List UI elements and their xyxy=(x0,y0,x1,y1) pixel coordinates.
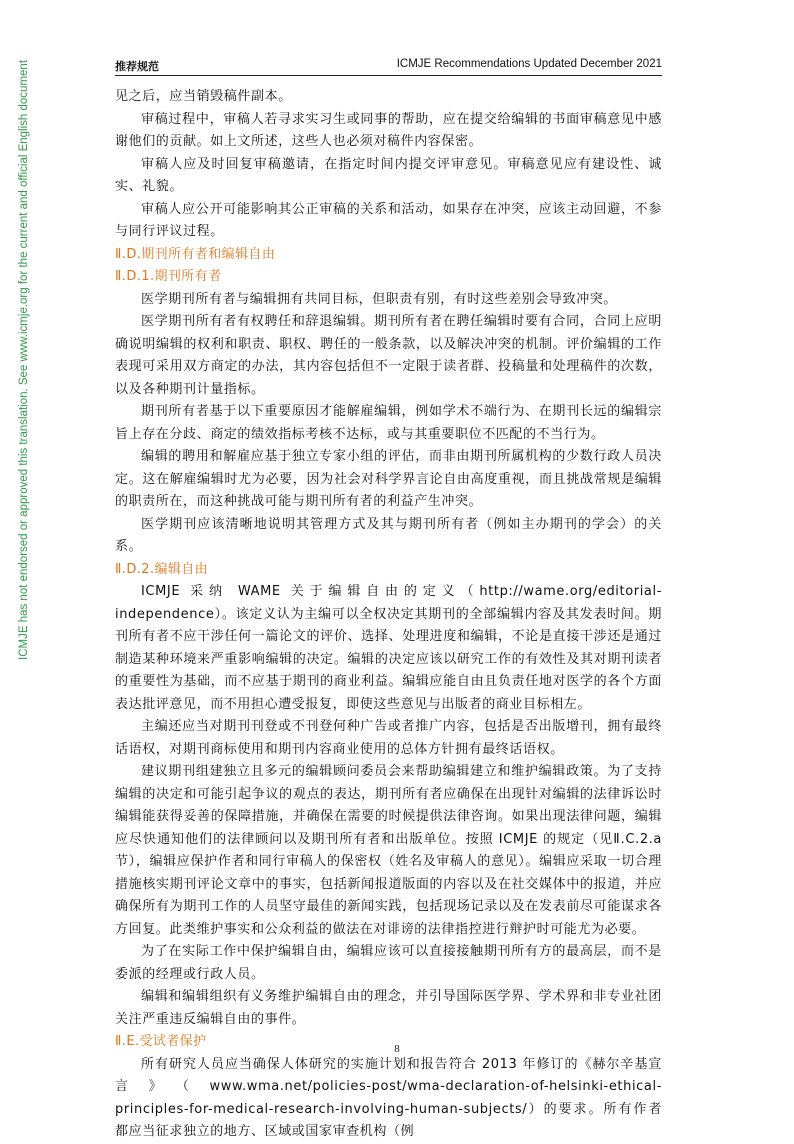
body-paragraph: 审稿人应公开可能影响其公正审稿的关系和活动，如果存在冲突，应该主动回避，不参与同行评议过程。 xyxy=(115,201,662,239)
body-paragraph: 主编还应当对期刊刊登或不刊登何种广告或者推广内容，包括是否出版增刊，拥有最终话语权，对期刊商标使用和期刊内容商业使用的总体方针拥有最终话语权。 xyxy=(115,719,662,757)
section-heading: Ⅱ.E.受试者保护 xyxy=(115,1034,207,1049)
header-section-title: 推荐规范 xyxy=(115,60,159,73)
header-divider xyxy=(115,75,662,76)
body-paragraph: 所有研究人员应当确保人体研究的实施计划和报告符合 2013 年修订的《赫尔辛基宣言》（www.wma.net/policies-post/wma-declaration-of-helsinki-ethical-principles-for-medical-research-involving-human-subjects/）的要求。所有作者都应当征求独立的地方、区域或国家审查机构（例 xyxy=(115,1056,662,1139)
running-header xyxy=(115,58,662,76)
body-paragraph: 建议期刊组建独立且多元的编辑顾问委员会来帮助编辑建立和维护编辑政策。为了支持编辑的决定和可能引起争议的观点的表达，期刊所有者应确保在出现针对编辑的法律诉讼时编辑能获得妥善的保障措施，并确保在需要的时候提供法律咨询。如果出现法律问题，编辑应尽快通知他们的法律顾问以及期刊所有者和出版单位。按照 ICMJE 的规定（见Ⅱ.C.2.a 节），编辑应保护作者和同行审稿人的保密权（姓名及审稿人的意见）。编辑应采取一切合理措施核实期刊评论文章中的事实，包括新闻报道版面的内容以及在社交媒体中的报道，并应确保所有为期刊工作的人员坚守最佳的新闻实践，包括现场记录以及在发表前尽可能谋求各方回复。此类维护事实和公众利益的做法在对诽谤的法律指控进行辩护时可能尤为必要。 xyxy=(115,764,662,937)
body-paragraph: 见之后，应当销毁稿件副本。 xyxy=(115,89,292,104)
body-paragraph: 审稿过程中，审稿人若寻求实习生或同事的帮助，应在提交给编辑的书面审稿意见中感谢他们的贡献。如上文所述，这些人也必须对稿件内容保密。 xyxy=(115,111,662,149)
section-heading: Ⅱ.D.2.编辑自由 xyxy=(115,561,209,577)
body-paragraph: 编辑的聘用和解雇应基于独立专家小组的评估，而非由期刊所属机构的少数行政人员决定。这在解雇编辑时尤为必要，因为社会对科学界言论自由高度重视，而且挑战常规是编辑的职责所在，而这种挑战可能与期刊所有者的利益产生冲突。 xyxy=(115,449,662,509)
section-heading: Ⅱ.D.期刊所有者和编辑自由 xyxy=(115,246,276,262)
disclaimer-text: ICMJE has not endorsed or approved this translation. See www.icmje.org for the current and official English document xyxy=(18,59,30,660)
body-paragraph: 医学期刊应该清晰地说明其管理方式及其与期刊所有者（例如主办期刊的学会）的关系。 xyxy=(115,516,662,554)
section-heading: Ⅱ.D.1.期刊所有者 xyxy=(115,269,222,284)
header-document-title: ICMJE Recommendations Updated December 2021 xyxy=(396,58,662,70)
page-body xyxy=(115,86,662,1144)
page-number: 8 xyxy=(394,1043,400,1055)
body-paragraph: 审稿人应及时回复审稿邀请，在指定时间内提交评审意见。审稿意见应有建设性、诚实、礼貌。 xyxy=(115,156,662,194)
body-paragraph: 医学期刊所有者与编辑拥有共同目标，但职责有别，有时这些差别会导致冲突。 xyxy=(141,291,618,307)
body-paragraph: 为了在实际工作中保护编辑自由，编辑应该可以直接接触期刊所有方的最高层，而不是委派的经理或行政人员。 xyxy=(115,944,662,982)
body-paragraph: 期刊所有者基于以下重要原因才能解雇编辑，例如学术不端行为、在期刊长远的编辑宗旨上存在分歧、商定的绩效指标考核不达标，或与其重要职位不匹配的不当行为。 xyxy=(115,404,662,442)
body-paragraph: 编辑和编辑组织有义务维护编辑自由的理念，并引导国际医学界、学术界和非专业社团关注严重违反编辑自由的事件。 xyxy=(115,989,662,1027)
body-paragraph: ICMJE 采纳 WAME 关于编辑自由的定义（http://wame.org/editorial-independence）。该定义认为主编可以全权决定其期刊的全部编辑内容及其发表时间。期刊所有者不应干涉任何一篇论文的评价、选择、处理进度和编辑，不论是直接干涉还是通过制造某种环境来严重影响编辑的决定。编辑的决定应该以研究工作的有效性及其对期刊读者的重要性为基础，而不应基于期刊的商业利益。编辑应能自由且负责任地对医学的各个方面表达批评意见，而不用担心遭受报复，即使这些意见与出版者的商业目标相左。 xyxy=(115,584,662,712)
body-paragraph: 医学期刊所有者有权聘任和辞退编辑。期刊所有者在聘任编辑时要有合同，合同上应明确说明编辑的权利和职责、职权、聘任的一般条款，以及解决冲突的机制。评价编辑的工作表现可采用双方商定的办法，其内容包括但不一定限于读者群、投稿量和处理稿件的次数，以及各种期刊计量指标。 xyxy=(115,314,662,397)
